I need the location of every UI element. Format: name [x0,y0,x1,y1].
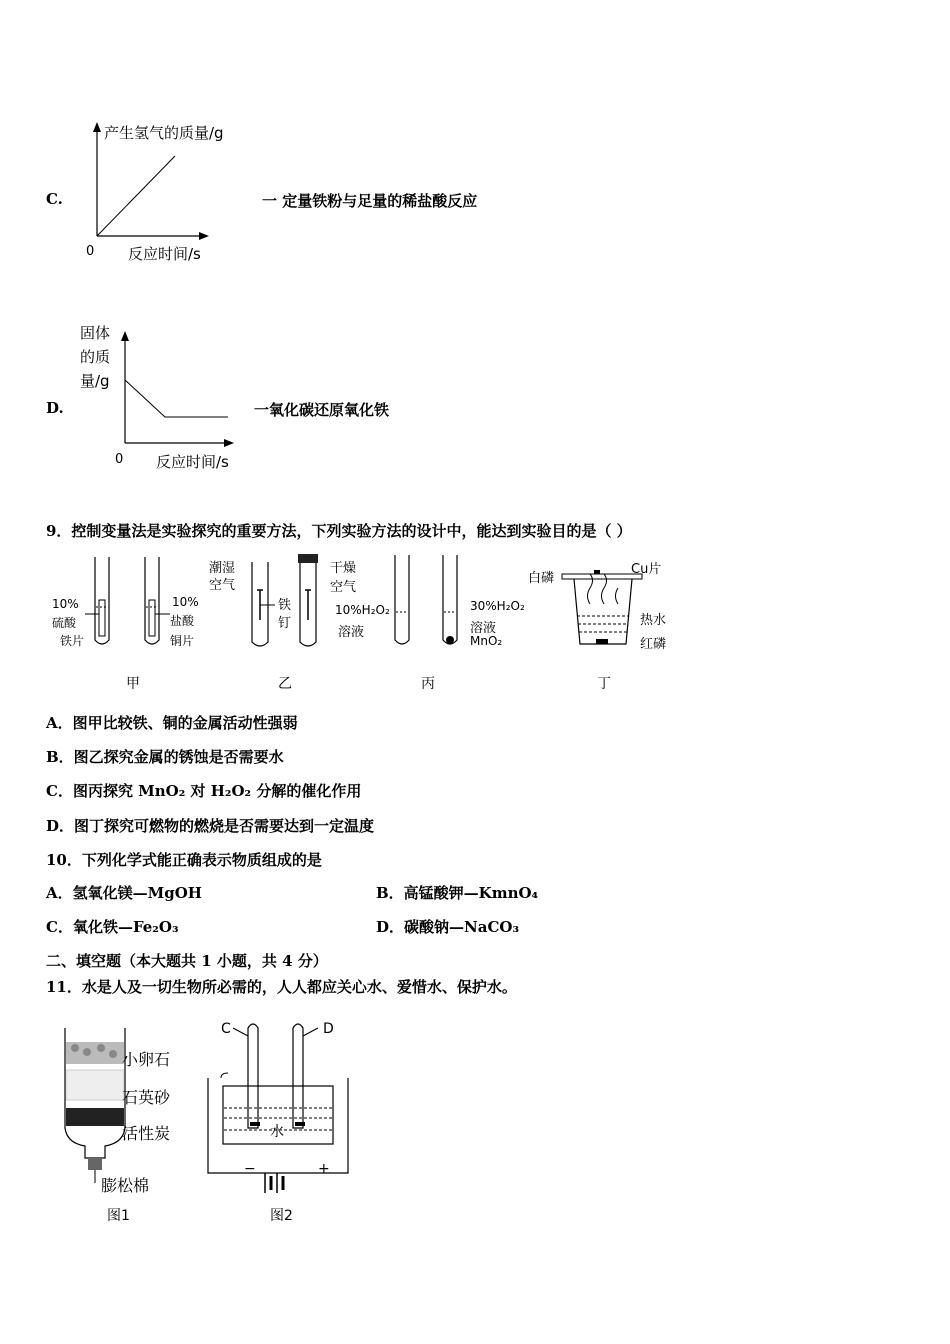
q9-jia-r3: 铜片 [170,634,195,648]
option-d-origin: 0 [115,452,124,467]
q11-fig2-neg: − [244,1161,256,1177]
option-d-graph [110,325,250,455]
q9-bing-l5: MnO₂ [470,634,503,648]
option-d-desc: 一氧化碳还原氧化铁 [254,401,390,419]
q9-jia-l2: 硫酸 [52,616,77,630]
q9-jia-r2: 盐酸 [170,614,195,628]
option-c-xlabel: 反应时间/s [128,245,201,263]
q11-fig1-l3: 活性炭 [122,1124,171,1143]
q9-jia-r1: 10% [172,595,199,609]
q9-ding-l1: 白磷 [528,571,555,586]
q9-ding-caption: 丁 [597,676,611,692]
q11-fig2-d: D [323,1021,334,1037]
q11-fig1-l4: 膨松棉 [101,1176,150,1195]
q11-fig1-caption: 图1 [107,1208,130,1224]
q9-bing-l4: 溶液 [470,621,497,636]
q9-fig-bing [380,550,480,660]
q11-stem: 11．水是人及一切生物所必需的，人人都应关心水、爱惜水、保护水。 [46,978,517,996]
q9-ding-l2: Cu片 [631,562,662,577]
q9-yi-l4: 钉 [278,616,292,631]
option-c-ylabel: 产生氢气的质量/g [104,124,224,142]
q9-yi-l1: 潮湿 [209,561,236,576]
q11-fig2-caption: 图2 [270,1208,293,1224]
option-d-xlabel: 反应时间/s [156,453,229,471]
q9-option-c: C．图丙探究 MnO₂ 对 H₂O₂ 分解的催化作用 [46,782,362,800]
q11-fig1-l1: 小卵石 [122,1050,171,1069]
q9-ding-l4: 红磷 [640,637,667,652]
section-two-heading: 二、填空题（本大题共 1 小题，共 4 分） [46,952,328,970]
q10-option-d: D．碳酸钠—NaCO₃ [376,918,520,936]
q9-yi-l2: 空气 [209,578,236,593]
q10-option-b: B．高锰酸钾—KmnO₄ [376,884,539,902]
q9-bing-l2: 溶液 [338,625,365,640]
option-c-origin: 0 [86,244,95,259]
q10-option-a: A．氢氧化镁—MgOH [46,884,202,902]
q9-bing-caption: 丙 [421,676,435,692]
q11-fig1-l2: 石英砂 [122,1088,171,1107]
q9-jia-caption: 甲 [126,676,140,692]
q9-option-b: B．图乙探究金属的锈蚀是否需要水 [46,748,284,766]
option-d-ylabel-3: 量/g [80,372,110,390]
q9-yi-caption: 乙 [278,676,292,692]
q9-yi-l5: 干燥 [330,561,357,576]
q9-jia-l1: 10% [52,597,79,611]
q9-yi-l3: 铁 [278,598,292,613]
q11-fig2-water: 水 [270,1124,284,1140]
option-d-letter: D. [46,399,64,417]
q9-jia-l3: 铁片 [60,634,85,648]
option-d-ylabel-2: 的质 [80,348,111,366]
option-d-ylabel-1: 固体 [80,324,111,342]
q9-ding-l3: 热水 [640,613,667,628]
q9-stem: 9．控制变量法是实验探究的重要方法，下列实验方法的设计中，能达到实验目的是（ ） [46,522,632,540]
q11-fig2-pos: + [318,1161,330,1177]
q10-stem: 10．下列化学式能正确表示物质组成的是 [46,851,322,869]
option-c-desc: 一 定量铁粉与足量的稀盐酸反应 [262,192,478,210]
q9-option-a: A．图甲比较铁、铜的金属活动性强弱 [46,714,298,732]
q9-bing-l3: 30%H₂O₂ [470,599,525,613]
q9-yi-l6: 空气 [330,580,357,595]
q10-option-c: C．氧化铁—Fe₂O₃ [46,918,179,936]
q11-fig2-c: C [221,1021,231,1037]
q11-fig1-filter [55,1018,135,1198]
q9-option-d: D．图丁探究可燃物的燃烧是否需要达到一定温度 [46,817,375,835]
q11-fig2-electrolysis [203,1018,358,1203]
q9-bing-l1: 10%H₂O₂ [335,603,390,617]
option-c-letter: C. [46,190,63,208]
